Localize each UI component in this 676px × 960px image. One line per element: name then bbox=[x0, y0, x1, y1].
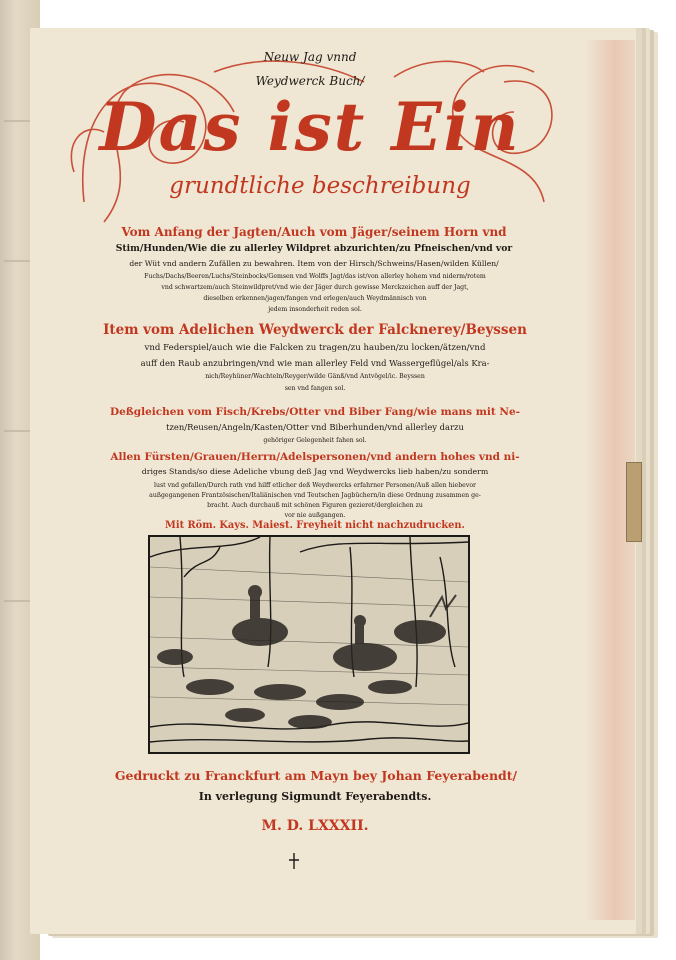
bleed-through-mark bbox=[4, 260, 30, 262]
imprint-line-2: In verlegung Sigmundt Feyerabendts. bbox=[198, 790, 432, 803]
paragraph-4-line-4: außgegangenen Frantzösischen/Italiänischen vnd Teutschen Jagbüchern/in diese Ordnung zusammen ge- bbox=[149, 492, 481, 499]
paragraph-1-line-7: jedem insonderheit reden sol. bbox=[268, 306, 362, 313]
paragraph-3-line-3: gehöriger Gelegenheit fahen sol. bbox=[263, 437, 367, 444]
paragraph-3-line-2: tzen/Reusen/Angeln/Kasten/Otter vnd Biberhunden/vnd allerley darzu bbox=[166, 422, 464, 432]
paragraph-3-heading: Deßgleichen vom Fisch/Krebs/Otter vnd Biber Fang/wie mans mit Ne- bbox=[109, 406, 520, 418]
privilege-line: Mit Röm. Kays. Maiest. Freyheit nicht nachzudrucken. bbox=[165, 520, 465, 531]
main-title: Das ist Ein bbox=[99, 88, 521, 166]
paragraph-1-line-4: Fuchs/Dachs/Beeren/Luchs/Steinbocks/Gemsen vnd Wolffs Jagt/das ist/von allerley hohem vnd niderm/rotem bbox=[144, 273, 486, 280]
paragraph-2-line-3: auff den Raub anzubringen/vnd wie man allerley Feld vnd Wassergeflügel/als Kra- bbox=[140, 358, 490, 368]
paragraph-4-line-3: lust vnd gefallen/Durch rath vnd hilff etlicher deß Weydwercks erfahrner Personen/Auß allen hiebevor bbox=[154, 482, 476, 489]
paragraph-2-heading: Item vom Adelichen Weydwerck der Falcknerey/Beyssen bbox=[103, 322, 527, 338]
bleed-through-mark bbox=[4, 600, 30, 602]
paragraph-1-line-6: dieselben erkennen/jagen/fangen vnd erlegen/auch Weydmännisch von bbox=[203, 295, 427, 302]
paragraph-4-heading: Allen Fürsten/Grauen/Herrn/Adelspersonen/vnd andern hohes vnd ni- bbox=[110, 451, 520, 463]
paragraph-2-line-4: nich/Reyhüner/Wachteln/Reyger/wilde Gänß/vnd Antvögel/ic. Beyssen bbox=[205, 373, 425, 380]
ink-mark-cross bbox=[287, 852, 301, 870]
paragraph-4-line-6: vor nie außgangen. bbox=[284, 512, 346, 519]
paragraph-1-line-2: Stim/Hunden/Wie die zu allerley Wildpret abzurichten/zu Pfneischen/vnd vor bbox=[115, 243, 513, 254]
bleed-through-mark bbox=[4, 430, 30, 432]
paragraph-2-line-2: vnd Federspiel/auch wie die Falcken zu tragen/zu hauben/zu locken/ätzen/vnd bbox=[144, 343, 486, 353]
imprint-line-1: Gedruckt zu Franckfurt am Mayn bey Johan Feyerabendt/ bbox=[114, 768, 518, 783]
sub-title: grundtliche beschreibung bbox=[169, 173, 471, 199]
imprint-year: M. D. LXXXII. bbox=[261, 818, 369, 834]
paragraph-2-line-5: sen vnd fangen sol. bbox=[284, 385, 346, 392]
paragraph-1-heading: Vom Anfang der Jagten/Auch vom Jäger/seinem Horn vnd bbox=[121, 225, 507, 239]
heading-line-2: Weydwerck Buch/ bbox=[255, 74, 365, 88]
heading-line-1: Neuw Jag vnnd bbox=[263, 50, 357, 64]
paragraph-4-line-2: driges Stands/so diese Adeliche vbung deß Jag vnd Weydwercks lieb haben/zu sonderm bbox=[141, 467, 489, 476]
hunting-scene-woodcut bbox=[148, 535, 470, 754]
page-marker-tab[interactable] bbox=[626, 462, 642, 542]
paragraph-1-line-3: der Wüt vnd andern Zufällen zu bewahren. Item von der Hirsch/Schweins/Hasen/wilden Küllen/ bbox=[129, 259, 499, 268]
paragraph-1-line-5: vnd schwartzem/auch Steinwildpret/vnd wie der Jäger durch gewisse Merckzeichen auff der Jagt, bbox=[161, 284, 469, 291]
paragraph-4-line-5: bracht. Auch durchauß mit schönen Figuren gezieret/dergleichen zu bbox=[207, 502, 423, 509]
bleed-through-mark bbox=[4, 120, 30, 122]
